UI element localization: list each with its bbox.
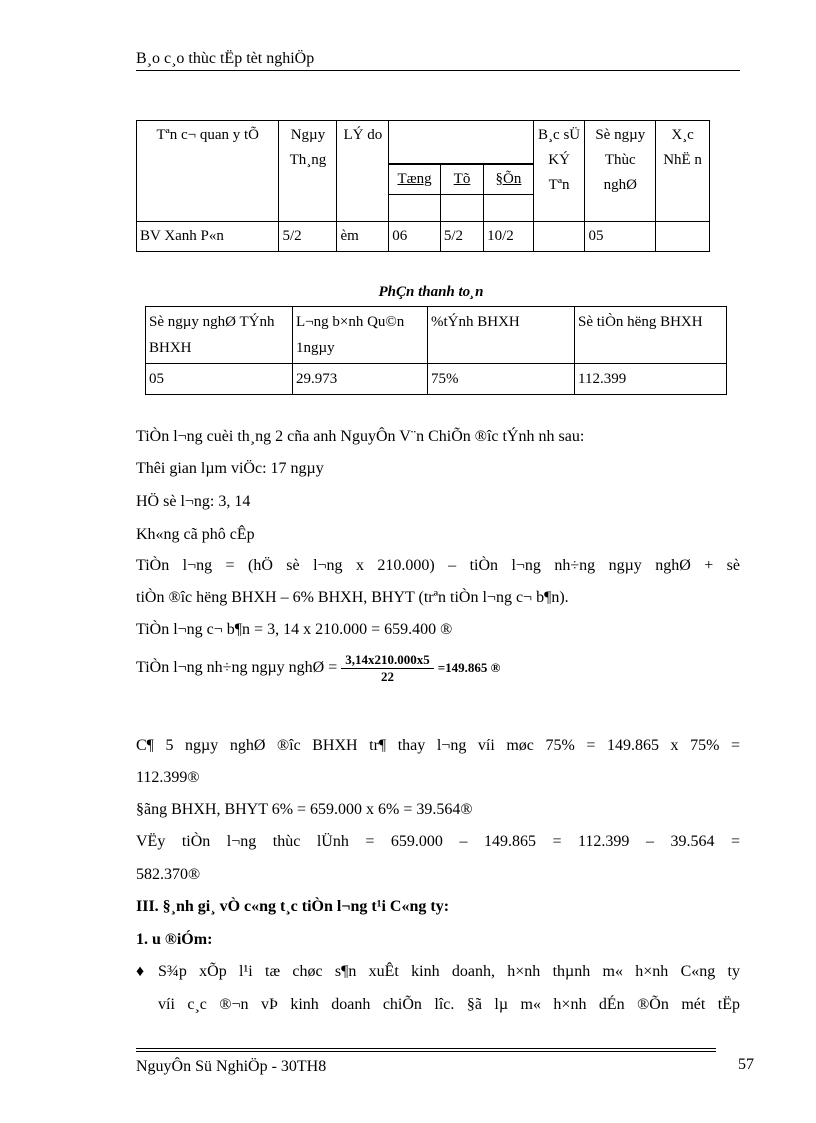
sick-leave-table [136, 120, 710, 252]
header-days: Sè ngµy nghØ TÝnh BHXH [146, 307, 293, 364]
payment-table [145, 306, 727, 395]
header-confirm: X¸c NhË n [656, 121, 710, 222]
bullet-icon: ♦ [136, 963, 145, 980]
cell-date: 5/2 [279, 222, 337, 252]
text-line: §ãng BHXH, BHYT 6% = 659.000 x 6% = 39.564® [136, 801, 473, 818]
header-reason: LÝ do [337, 121, 389, 222]
cell-doctor [533, 222, 585, 252]
text-line: TiÒn l¬ng cuèi th¸ng 2 cña anh NguyÔn V¨n ChiÕn ®îc tÝnh nh sau: [136, 428, 585, 445]
header-actual-days: Sè ngµy Thùc nghØ [585, 121, 656, 222]
header-from: Tõ [440, 165, 483, 195]
fraction-numerator: 3,14x210.000x5 [341, 652, 434, 669]
cell-total: 06 [389, 222, 441, 252]
header-wage: L¬ng b×nh Qu©n 1ngµy [293, 307, 428, 364]
header-amount: Sè tiÒn hëng BHXH [575, 307, 727, 364]
header-agency: Tªn c¬ quan y tÕ [137, 121, 279, 222]
cell-reason: èm [337, 222, 389, 252]
text-line: Thêi gian lµm viÖc: 17 ngµy [136, 460, 324, 477]
text-line: C¶ 5 ngµy nghØ ®îc BHXH tr¶ thay l¬ng víi møc 75% = 149.865 x 75% = [136, 737, 740, 754]
formula-result: =149.865 ® [437, 660, 501, 676]
empty-cell [484, 195, 534, 222]
cell-actual-days: 05 [585, 222, 656, 252]
text-line: Kh«ng cã phô cÊp [136, 526, 255, 543]
text-line: TiÒn l¬ng c¬ b¶n = 3, 14 x 210.000 = 659.400 ® [136, 621, 453, 638]
section-heading: III. §¸nh gi¸ vÒ c«ng t¸c tiÒn l¬ng t¹i C«ng ty: [136, 898, 450, 915]
text-line: 582.370® [136, 866, 201, 883]
footer-author: NguyÔn Sü NghiÖp - 30TH8 [136, 1058, 327, 1075]
formula-line [136, 652, 740, 685]
formula-label: TiÒn l¬ng nh÷ng ngµy nghØ = [136, 659, 338, 677]
text-line: TiÒn l¬ng = (hÖ sè l¬ng x 210.000) – tiÒn l¬ng nh÷ng ngµy nghØ + sè [136, 557, 740, 574]
text-line: 112.399® [136, 769, 200, 786]
header-to: §Õn [484, 165, 534, 195]
header-doctor: B¸c sÜ KÝ Tªn [533, 121, 585, 222]
fraction-denominator: 22 [381, 669, 395, 684]
empty-cell [389, 195, 441, 222]
payment-caption: PhÇn thanh to¸n [378, 284, 484, 300]
header-rate: %tÝnh BHXH [428, 307, 575, 364]
header-date: Ngµy Th¸ng [279, 121, 337, 222]
cell-wage: 29.973 [293, 364, 428, 395]
footer-rule [136, 1048, 716, 1049]
cell-days: 05 [146, 364, 293, 395]
text-line: HÖ sè l¬ng: 3, 14 [136, 493, 251, 510]
header-total: Tæng [389, 165, 441, 195]
fraction [341, 652, 434, 685]
cell-to: 10/2 [484, 222, 534, 252]
page-number: 57 [738, 1056, 754, 1073]
text-line: víi c¸c ®¬n vÞ kinh doanh chiÕn lîc. §ã lµ m« h×nh dÉn ®Õn mét tËp [158, 996, 740, 1013]
cell-amount: 112.399 [575, 364, 727, 395]
cell-from: 5/2 [440, 222, 483, 252]
page-header: B¸o c¸o thùc tËp tèt nghiÖp [136, 50, 740, 71]
header-days-group [389, 121, 534, 164]
cell-agency: BV Xanh P«n [137, 222, 279, 252]
text-line: VËy tiÒn l¬ng thùc lÜnh = 659.000 – 149.865 = 112.399 – 39.564 = [136, 833, 740, 850]
text-line: tiÒn ®îc hëng BHXH – 6% BHXH, BHYT (trªn tiÒn l¬ng c¬ b¶n). [136, 589, 569, 606]
footer-rule [136, 1051, 716, 1052]
cell-rate: 75% [428, 364, 575, 395]
cell-confirm [656, 222, 710, 252]
text-line: S¾p xÕp l¹i tæ chøc s¶n xuÊt kinh doanh, h×nh thµnh m« h×nh C«ng ty [158, 963, 740, 980]
subsection-heading: 1. u ®iÓm: [136, 931, 213, 948]
empty-cell [440, 195, 483, 222]
